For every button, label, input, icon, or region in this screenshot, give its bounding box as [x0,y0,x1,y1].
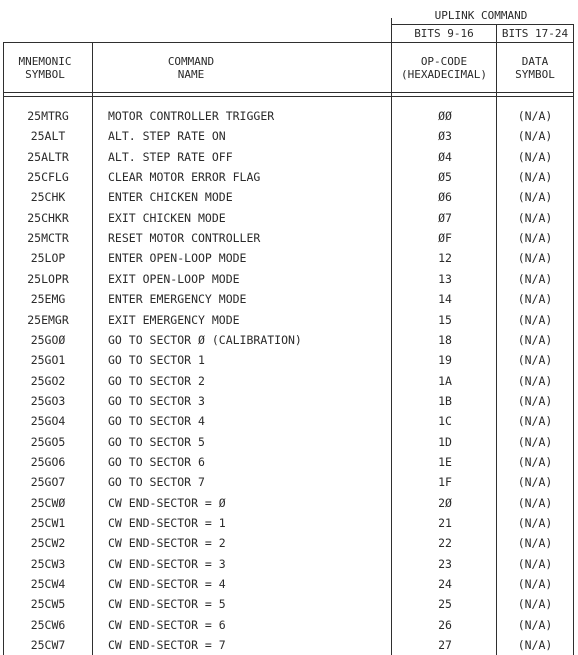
command-name-cell: GO TO SECTOR 1 [108,353,205,367]
data-symbol-cell: (N/A) [517,414,553,428]
opcode-cell: 19 [438,353,452,367]
mnemonic-cell: 25CHKR [27,211,69,225]
command-name-cell: GO TO SECTOR 3 [108,394,205,408]
opcode-cell: 13 [438,272,452,286]
command-name-cell: GO TO SECTOR 6 [108,455,205,469]
opcode-cell: Ø4 [438,150,452,164]
opcode-cell: 27 [438,638,452,652]
opcode-cell: Ø6 [438,190,452,204]
data-symbol-cell: (N/A) [517,374,553,388]
command-name-cell: ENTER EMERGENCY MODE [108,292,247,306]
command-name-cell: CW END-SECTOR = 2 [108,536,226,550]
opcode-cell: 1B [438,394,452,408]
mnemonic-cell: 25ALT [30,129,66,143]
data-symbol-cell: (N/A) [517,190,553,204]
opcode-cell: 22 [438,536,452,550]
header-opcode-line2: (HEXADECIMAL) [400,68,488,81]
opcode-cell: 2Ø [438,496,452,510]
command-name-cell: EXIT OPEN-LOOP MODE [108,272,240,286]
data-symbol-cell: (N/A) [517,313,553,327]
opcode-cell: 26 [438,618,452,632]
opcode-cell: 1D [438,435,452,449]
opcode-cell: ØØ [438,109,452,123]
rule-header-bottom-2 [3,96,574,97]
opcode-cell: 12 [438,251,452,265]
mnemonic-cell: 25GO2 [30,374,66,388]
opcode-cell: 25 [438,597,452,611]
mnemonic-cell: 25MTRG [27,109,69,123]
command-name-cell: GO TO SECTOR 5 [108,435,205,449]
mnemonic-cell: 25MCTR [27,231,69,245]
command-name-cell: ENTER CHICKEN MODE [108,190,233,204]
header-data-line2: SYMBOL [515,68,555,81]
command-name-cell: ALT. STEP RATE ON [108,129,226,143]
opcode-cell: Ø7 [438,211,452,225]
opcode-cell: 24 [438,577,452,591]
data-symbol-cell: (N/A) [517,618,553,632]
opcode-cell: 18 [438,333,452,347]
data-symbol-cell: (N/A) [517,638,553,652]
data-symbol-cell: (N/A) [517,557,553,571]
header-mnemonic-line1: MNEMONIC [18,55,72,68]
data-symbol-cell: (N/A) [517,394,553,408]
data-symbol-cell: (N/A) [517,231,553,245]
rule-col-right [573,24,574,655]
rule-header-bottom-1 [3,92,574,93]
opcode-cell: 1F [438,475,452,489]
data-symbol-cell: (N/A) [517,251,553,265]
mnemonic-cell: 25GO5 [30,435,66,449]
mnemonic-cell: 25CW3 [30,557,66,571]
data-symbol-cell: (N/A) [517,475,553,489]
mnemonic-cell: 25GO7 [30,475,66,489]
opcode-cell: 21 [438,516,452,530]
command-name-cell: ALT. STEP RATE OFF [108,150,233,164]
command-name-cell: CW END-SECTOR = 1 [108,516,226,530]
header-command-line2: NAME [177,68,205,81]
mnemonic-cell: 25EMGR [27,313,69,327]
rule-header-top [3,42,574,43]
mnemonic-cell: 25CW5 [30,597,66,611]
mnemonic-cell: 25GO3 [30,394,66,408]
opcode-cell: ØF [438,231,452,245]
mnemonic-cell: 25LOP [30,251,66,265]
header-command-line1: COMMAND [167,55,215,68]
header-opcode-line1: OP-CODE [420,55,468,68]
opcode-cell: 15 [438,313,452,327]
mnemonic-cell: 25ALTR [27,150,69,164]
mnemonic-cell: 25CW2 [30,536,66,550]
command-name-cell: ENTER OPEN-LOOP MODE [108,251,247,265]
uplink-command-label: UPLINK COMMAND [434,9,528,22]
command-name-cell: GO TO SECTOR Ø (CALIBRATION) [108,333,302,347]
mnemonic-cell: 25GO1 [30,353,66,367]
command-name-cell: MOTOR CONTROLLER TRIGGER [108,109,275,123]
bits-9-16-label: BITS 9-16 [414,27,474,40]
command-name-cell: CW END-SECTOR = Ø [108,496,226,510]
mnemonic-cell: 25GO4 [30,414,66,428]
data-symbol-cell: (N/A) [517,211,553,225]
opcode-cell: Ø3 [438,129,452,143]
data-symbol-cell: (N/A) [517,516,553,530]
data-symbol-cell: (N/A) [517,333,553,347]
command-name-cell: CW END-SECTOR = 7 [108,638,226,652]
mnemonic-cell: 25LOPR [27,272,69,286]
data-symbol-cell: (N/A) [517,109,553,123]
data-symbol-cell: (N/A) [517,129,553,143]
mnemonic-cell: 25GO6 [30,455,66,469]
mnemonic-cell: 25CW4 [30,577,66,591]
command-name-cell: GO TO SECTOR 4 [108,414,205,428]
command-name-cell: EXIT CHICKEN MODE [108,211,226,225]
data-symbol-cell: (N/A) [517,496,553,510]
mnemonic-cell: 25CW7 [30,638,66,652]
command-name-cell: GO TO SECTOR 2 [108,374,205,388]
data-symbol-cell: (N/A) [517,577,553,591]
data-symbol-cell: (N/A) [517,292,553,306]
data-symbol-cell: (N/A) [517,170,553,184]
rule-col-left [3,42,4,655]
data-symbol-cell: (N/A) [517,536,553,550]
rule-col-command [391,18,392,655]
opcode-cell: 14 [438,292,452,306]
command-name-cell: CW END-SECTOR = 6 [108,618,226,632]
data-symbol-cell: (N/A) [517,597,553,611]
header-data-line1: DATA [521,55,549,68]
header-mnemonic-line2: SYMBOL [25,68,65,81]
mnemonic-cell: 25CFLG [27,170,69,184]
mnemonic-cell: 25EMG [30,292,66,306]
command-name-cell: GO TO SECTOR 7 [108,475,205,489]
mnemonic-cell: 25GOØ [30,333,66,347]
opcode-cell: 1A [438,374,452,388]
opcode-cell: 1C [438,414,452,428]
opcode-cell: Ø5 [438,170,452,184]
mnemonic-cell: 25CHK [30,190,66,204]
mnemonic-cell: 25CWØ [30,496,66,510]
rule-uplink-top [392,24,574,25]
data-symbol-cell: (N/A) [517,150,553,164]
mnemonic-cell: 25CW1 [30,516,66,530]
command-name-cell: EXIT EMERGENCY MODE [108,313,240,327]
data-symbol-cell: (N/A) [517,455,553,469]
opcode-cell: 1E [438,455,452,469]
bits-17-24-label: BITS 17-24 [501,27,569,40]
data-symbol-cell: (N/A) [517,272,553,286]
command-name-cell: RESET MOTOR CONTROLLER [108,231,261,245]
command-name-cell: CW END-SECTOR = 3 [108,557,226,571]
command-name-cell: CW END-SECTOR = 5 [108,597,226,611]
rule-col-mnemonic [92,42,93,655]
command-name-cell: CLEAR MOTOR ERROR FLAG [108,170,261,184]
mnemonic-cell: 25CW6 [30,618,66,632]
opcode-cell: 23 [438,557,452,571]
data-symbol-cell: (N/A) [517,435,553,449]
command-name-cell: CW END-SECTOR = 4 [108,577,226,591]
data-symbol-cell: (N/A) [517,353,553,367]
